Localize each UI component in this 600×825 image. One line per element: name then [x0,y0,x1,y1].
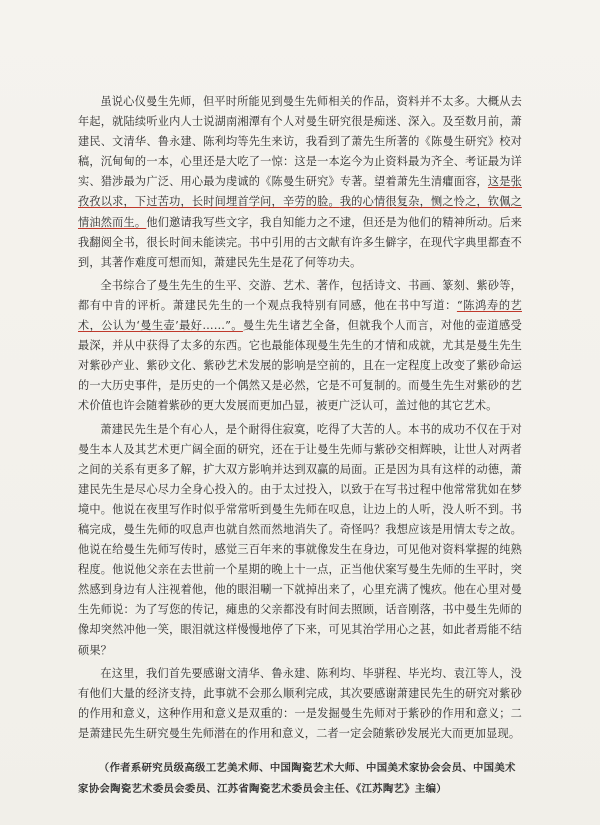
paragraph-2-underlined: “陈鸿寿的艺术，公认为‘曼生壶’最好……”。 [78,298,522,333]
paragraph-2 [78,276,522,417]
paragraph-4: 在这里，我们首先要感谢文清华、鲁永建、陈利均、毕骈程、毕光均、袁江等人，没有他们大量的经济支持，此事就不会那么顺利完成，其次要感谢萧建民先生的研究对紫砂的作用和意义，这种作用和意义是双重的：一是发掘曼生先师对于紫砂的作用和意义；二是萧建民先生研究曼生先师潜在的作用和意义，二者一定会随紫砂发展光大而更加显现。 [78,666,522,740]
author-note: （作者系研究员级高级工艺美术师、中国陶瓷艺术大师、中国美术家协会会员、中国美术家协会陶瓷艺术委员会委员、江苏省陶瓷艺术委员会主任、《江苏陶艺》主编） [78,762,516,795]
paragraph-1-text-a: 虽说心仪曼生先师，但平时所能见到曼生先师相关的作品，资料并不太多。大概从去年起，就陆续听业内人士说湖南湘潭有个人对曼生研究很是痴迷、深入。及至数月前，萧建民、文清华、鲁永建、陈利均等先生来访，我看到了萧先生所著的《陈曼生研究》校对稿，沉甸甸的一本，心里还是大吃了一惊：这是一本迄今为止资料最为齐全、考证最为详实、猎涉最为广泛、用心最为虔诚的《陈曼生研究》专著。望着萧先生清癯面容， [78,95,522,189]
paragraph-1-underlined-1: 这是张孜孜以求，下过苦功，长时间埋首学问，辛劳的脸。 [78,175,522,209]
paragraph-2-text-a: 全书综合了曼生先生的生平、交游、艺术、著作，包括诗文、书画、篆刻、紫砂等，都有中肯的评析。萧建民先生的一个观点我特别有同感，他在书中写道： [78,278,522,312]
paragraph-1-text-b: 他们邀请我写些文字，我自知能力之不逮，但还是为他们的精神所动。后来我翻阅全书，很长时间未能读完。书中引用的古文献有许多生僻字，在现代字典里都查不到，其著作难度可想而知，萧建民先生是花了何等功夫。 [78,215,523,269]
paragraph-1 [78,92,522,273]
paragraph-1-underlined-2: 我的心情很复杂，恻之怜之，钦佩之情油然而生。 [78,195,522,229]
paragraph-2-text-b: 曼生先生诸艺全备，但就我个人而言，对他的壶道感受最深，并从中获得了太多的东西。它也最能体现曼生先生的才情和成就，尤其是曼生先生对紫砂产业、紫砂文化、紫砂艺术发展的影响是空前的，且在一定程度上改变了紫砂命运的一大历史事件，是历史的一个偶然又是必然，它是不可复制的。而曼生先生对紫砂的艺术价值也许会随着紫砂的更大发展而更加凸显，被更广泛认可，盖过他的其它艺术。 [78,319,522,413]
paragraph-3: 萧建民先生是个有心人，是个耐得住寂寞，吃得了大苦的人。本书的成功不仅在于对曼生本人及其艺术更广阔全面的研究，还在于让曼生先师与紫砂交相辉映，让世人对两者之间的关系有更多了解，扩大双方影响并达到双赢的局面。正是因为具有这样的动德，萧建民先生是尽心尽力全身心投入的。由于太过投入，以致于在写书过程中他常常犹如在梦境中。他说在夜里写作时似乎常常听到曼生先师在叹息，让边上的人听，没人听不到。书稿完成，曼生先师的叹息声也就自然而然地消失了。奇怪吗？我想应该是用情太专之故。他说在给曼生先师写传时，感觉三百年来的事就像发生在身边，可见他对资料掌握的纯熟程度。他说他父亲在去世前一个星期的晚上十一点，正当他伏案写曼生先师的生平时，突然感到身边有人注视着他，他的眼泪唰一下就掉出来了，心里充满了愧疚。他在心里对曼生先师说：为了写您的传记，瘫患的父亲都没有时间去照顾，话音刚落，书中曼生先师的像却突然冲他一笑，眼泪就这样慢慢地停了下来，可见其治学用心之甚，如此者焉能不结硕果？ [78,422,522,657]
